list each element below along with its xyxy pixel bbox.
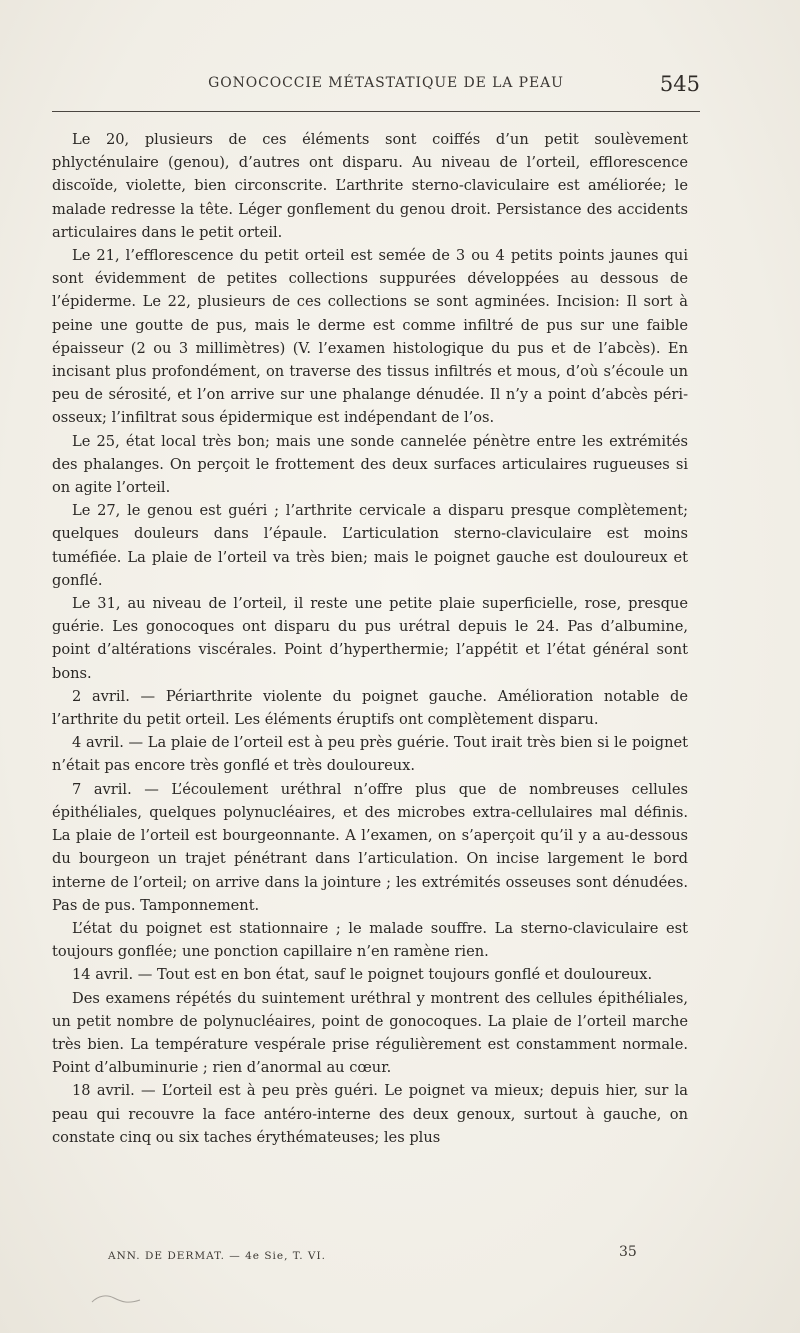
body-text <box>52 128 688 1149</box>
paragraph: 14 avril. — Tout est en bon état, sauf le poignet toujours gonflé et douloureux. <box>72 966 653 984</box>
paragraph: Le 31, au niveau de l’orteil, il reste une petite plaie superficielle, rose, presque guérie. Les gonocoques ont disparu du pus urétral depuis le 24. Pas d’albumine, point d’altérations viscérales. Point d’hyperthermie; l’appétit et l’état général sont bons. <box>52 595 688 682</box>
paragraph: Le 25, état local très bon; mais une sonde cannelée pénètre entre les extrémités des phalanges. On perçoit le frottement des deux surfaces articulaires rugueuses si on agite l’orteil. <box>52 432 688 497</box>
paragraph: 2 avril. — Périarthrite violente du poignet gauche. Amélioration notable de l’arthrite du petit orteil. Les éléments éruptifs ont complètement disparu. <box>52 687 688 729</box>
paragraph: Le 27, le genou est guéri ; l’arthrite cervicale a disparu presque complètement; quelques douleurs dans l’épaule. L’articulation sterno-claviculaire est moins tuméfiée. La plaie de l’orteil va très bien; mais le poignet gauche est douloureux et gonflé. <box>52 502 688 589</box>
paragraph: Le 21, l’efflorescence du petit orteil est semée de 3 ou 4 petits points jaunes qui sont évidemment de petites collections suppurées développées au dessous de l’épiderme. Le 22, plusieurs de ces collections se sont agminées. Incision: Il sort à peine une goutte de pus, mais le derme est comme infiltré de pus sur une faible épaisseur (2 ou 3 millimètres) (V. l’examen histologique du pus et de l’abcès). En incisant plus profondément, on traverse des tissus infiltrés et mous, d’où s’écoule un peu de sérosité, et l’on arrive sur une phalange dénudée. Il n’y a point d’abcès péri-osseux; l’infiltrat sous épidermique est indépendant de l’os. <box>52 247 688 427</box>
paragraph: Le 20, plusieurs de ces éléments sont coiffés d’un petit soulèvement phlycténulaire (genou), d’autres ont disparu. Au niveau de l’orteil, efflorescence discoïde, violette, bien circonscrite. L’arthrite sterno-claviculaire est améliorée; le malade redresse la tête. Léger gonflement du genou droit. Persistance des accidents articulaires dans le petit orteil. <box>52 131 688 241</box>
pencil-mark-icon <box>88 1290 148 1310</box>
paragraph: L’état du poignet est stationnaire ; le malade souffre. La sterno-claviculaire est toujours gonflée; une ponction capillaire n’en ramène rien. <box>52 919 688 961</box>
page-header <box>52 72 700 101</box>
footer-signature-number: 35 <box>619 1244 637 1260</box>
paragraph: Des examens répétés du suintement uréthral y montrent des cellules épithéliales, un petit nombre de polynucléaires, point de gonocoques. La plaie de l’orteil marche très bien. La température vespérale prise régulièrement est constamment normale. Point d’albuminurie ; rien d’anormal au cœur. <box>52 989 688 1077</box>
paragraph: 18 avril. — L’orteil est à peu près guéri. Le poignet va mieux; depuis hier, sur la peau qui recouvre la face antéro-interne des deux genoux, surtout à gauche, on constate cinq ou six taches érythémateuses; les plus <box>52 1082 688 1146</box>
running-title: GONOCOCCIE MÉTASTATIQUE DE LA PEAU <box>208 75 564 91</box>
paragraph: 4 avril. — La plaie de l’orteil est à peu près guérie. Tout irait très bien si le poignet n’était pas encore très gonflé et très douloureux. <box>52 734 688 775</box>
page-number: 545 <box>659 72 700 96</box>
header-rule <box>52 111 700 112</box>
paragraph: 7 avril. — L’écoulement uréthral n’offre plus que de nombreuses cellules épithéliales, quelques polynucléaires, et des microbes extra-cellulaires mal définis. La plaie de l’orteil est bourgeonnante. A l’examen, on s’aperçoit qu’il y a au-dessous du bourgeon un trajet pénétrant dans l’articulation. On incise largement le bord interne de l’orteil; on arrive dans la jointure ; les extrémités osseuses sont dénudées. Pas de pus. Tamponnement. <box>52 780 688 914</box>
footer-journal-reference: ANN. DE DERMAT. — 4e Sie, T. VI. <box>108 1250 326 1262</box>
